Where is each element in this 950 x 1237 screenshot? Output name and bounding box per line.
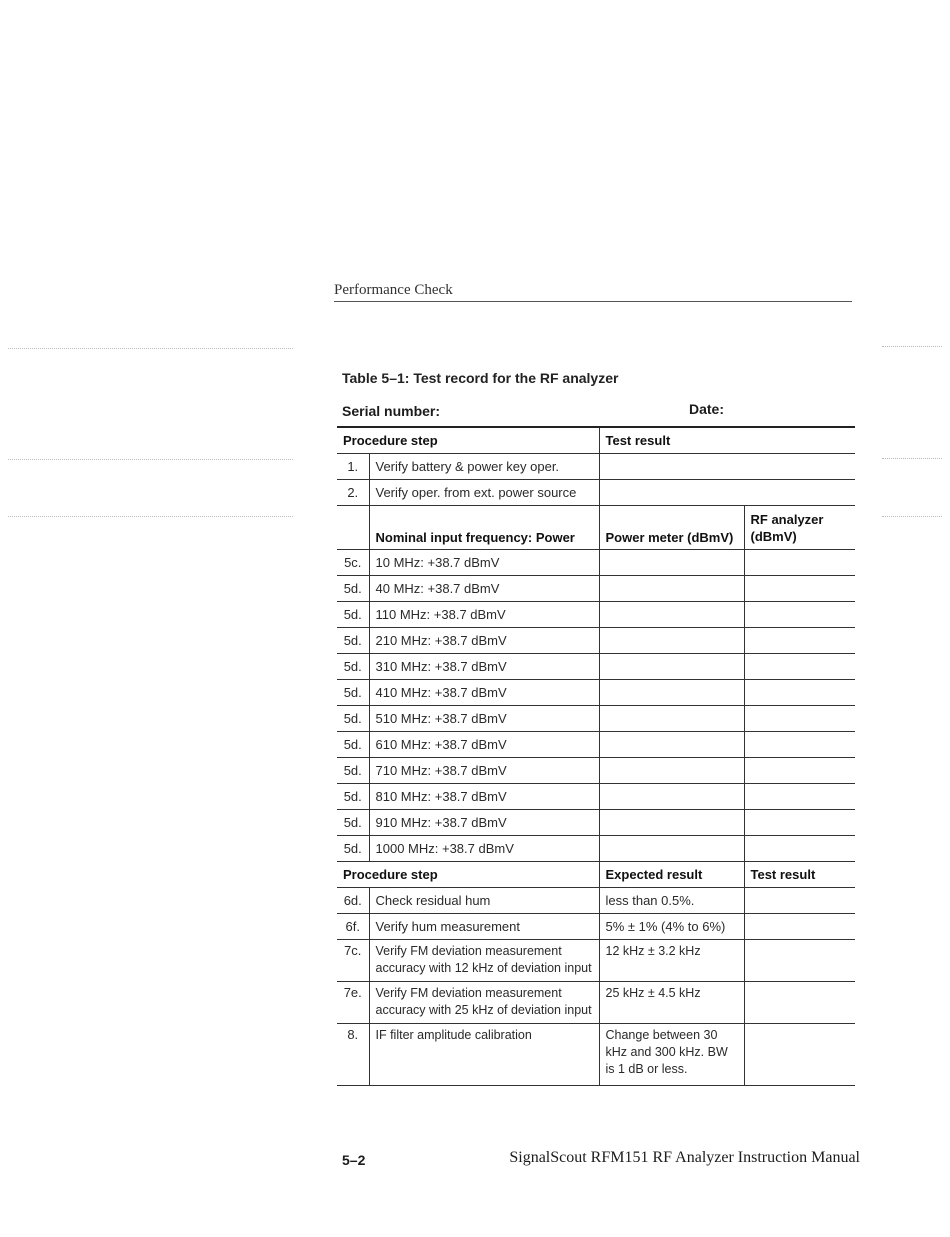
step-number: 6f. — [337, 914, 369, 940]
expected-result: 5% ± 1% (4% to 6%) — [599, 914, 744, 940]
test-result-cell[interactable] — [744, 914, 855, 940]
test-result-cell[interactable] — [744, 940, 855, 982]
rf-analyzer-header: RF analyzer (dBmV) — [744, 506, 855, 550]
test-result-cell[interactable] — [599, 480, 855, 506]
header-rule — [334, 301, 852, 302]
running-head: Performance Check — [334, 282, 453, 298]
step-description: Verify oper. from ext. power source — [369, 480, 599, 506]
table-row — [337, 480, 855, 506]
table-row — [337, 784, 855, 810]
step-number: 5d. — [337, 576, 369, 602]
step-number: 5d. — [337, 706, 369, 732]
step-number: 5d. — [337, 628, 369, 654]
step-number: 5d. — [337, 758, 369, 784]
power-meter-cell[interactable] — [599, 628, 744, 654]
test-result-cell[interactable] — [744, 1024, 855, 1086]
step-description: Verify FM deviation measurement accuracy with 12 kHz of deviation input — [369, 940, 599, 982]
frequency-power: 910 MHz: +38.7 dBmV — [369, 810, 599, 836]
step-number: 5d. — [337, 732, 369, 758]
rf-analyzer-cell[interactable] — [744, 654, 855, 680]
test-result-cell[interactable] — [599, 454, 855, 480]
step-number: 5d. — [337, 810, 369, 836]
page-number: 5–2 — [342, 1152, 366, 1168]
power-meter-cell[interactable] — [599, 758, 744, 784]
frequency-power: 110 MHz: +38.7 dBmV — [369, 602, 599, 628]
power-meter-cell[interactable] — [599, 654, 744, 680]
table-row — [337, 602, 855, 628]
step-description: Check residual hum — [369, 888, 599, 914]
section1-header-row — [337, 427, 855, 454]
rf-analyzer-cell[interactable] — [744, 602, 855, 628]
expected-result: 25 kHz ± 4.5 kHz — [599, 982, 744, 1024]
power-meter-cell[interactable] — [599, 576, 744, 602]
step-description: Verify battery & power key oper. — [369, 454, 599, 480]
table-row — [337, 758, 855, 784]
empty-header-cell — [337, 506, 369, 550]
rf-analyzer-cell[interactable] — [744, 550, 855, 576]
frequency-power: 610 MHz: +38.7 dBmV — [369, 732, 599, 758]
test-record-body — [337, 427, 855, 1086]
frequency-power: 210 MHz: +38.7 dBmV — [369, 628, 599, 654]
margin-dots — [882, 516, 942, 517]
power-meter-cell[interactable] — [599, 602, 744, 628]
step-number: 1. — [337, 454, 369, 480]
step-number: 5d. — [337, 654, 369, 680]
step-number: 6d. — [337, 888, 369, 914]
power-meter-cell[interactable] — [599, 732, 744, 758]
table-row — [337, 680, 855, 706]
frequency-power: 40 MHz: +38.7 dBmV — [369, 576, 599, 602]
rf-analyzer-cell[interactable] — [744, 784, 855, 810]
step-number: 5d. — [337, 784, 369, 810]
rf-analyzer-cell[interactable] — [744, 836, 855, 862]
rf-analyzer-cell[interactable] — [744, 628, 855, 654]
table-row — [337, 654, 855, 680]
power-meter-cell[interactable] — [599, 550, 744, 576]
step-description: Verify hum measurement — [369, 914, 599, 940]
table-row — [337, 836, 855, 862]
step-number: 7c. — [337, 940, 369, 982]
rf-analyzer-cell[interactable] — [744, 576, 855, 602]
step-number: 7e. — [337, 982, 369, 1024]
table-row — [337, 706, 855, 732]
step-number: 5d. — [337, 602, 369, 628]
table-row — [337, 576, 855, 602]
frequency-power: 1000 MHz: +38.7 dBmV — [369, 836, 599, 862]
test-result-header: Test result — [599, 427, 855, 454]
date-label: Date: — [689, 401, 725, 417]
margin-dots — [8, 459, 293, 460]
manual-title: SignalScout RFM151 RF Analyzer Instruction Manual — [509, 1149, 860, 1166]
table-caption: Table 5–1: Test record for the RF analyzer — [342, 370, 619, 386]
nominal-frequency-header: Nominal input frequency: Power — [369, 506, 599, 550]
step-description: IF filter amplitude calibration — [369, 1024, 599, 1086]
margin-dots — [8, 516, 293, 517]
table-row — [337, 454, 855, 480]
table-row — [337, 550, 855, 576]
frequency-power: 10 MHz: +38.7 dBmV — [369, 550, 599, 576]
table-row — [337, 1024, 855, 1086]
frequency-power: 710 MHz: +38.7 dBmV — [369, 758, 599, 784]
margin-dots — [882, 346, 942, 347]
step-number: 2. — [337, 480, 369, 506]
section3-header-row — [337, 862, 855, 888]
rf-analyzer-cell[interactable] — [744, 732, 855, 758]
table-row — [337, 810, 855, 836]
power-meter-cell[interactable] — [599, 680, 744, 706]
expected-result-header: Expected result — [599, 862, 744, 888]
frequency-power: 310 MHz: +38.7 dBmV — [369, 654, 599, 680]
power-meter-header: Power meter (dBmV) — [599, 506, 744, 550]
power-meter-cell[interactable] — [599, 836, 744, 862]
frequency-power: 810 MHz: +38.7 dBmV — [369, 784, 599, 810]
section2-header-row — [337, 506, 855, 550]
step-number: 8. — [337, 1024, 369, 1086]
serial-number-label: Serial number: — [342, 403, 441, 419]
frequency-power: 410 MHz: +38.7 dBmV — [369, 680, 599, 706]
table-row — [337, 982, 855, 1024]
step-number: 5d. — [337, 836, 369, 862]
table-row — [337, 628, 855, 654]
power-meter-cell[interactable] — [599, 784, 744, 810]
procedure-step-header: Procedure step — [337, 427, 599, 454]
test-result-header: Test result — [744, 862, 855, 888]
test-result-cell[interactable] — [744, 888, 855, 914]
power-meter-cell[interactable] — [599, 706, 744, 732]
expected-result: 12 kHz ± 3.2 kHz — [599, 940, 744, 982]
margin-dots — [8, 348, 293, 349]
step-number: 5d. — [337, 680, 369, 706]
table-row — [337, 888, 855, 914]
expected-result: less than 0.5%. — [599, 888, 744, 914]
table-row — [337, 732, 855, 758]
rf-analyzer-cell[interactable] — [744, 758, 855, 784]
rf-analyzer-cell[interactable] — [744, 706, 855, 732]
rf-analyzer-cell[interactable] — [744, 680, 855, 706]
power-meter-cell[interactable] — [599, 810, 744, 836]
rf-analyzer-cell[interactable] — [744, 810, 855, 836]
table-row — [337, 914, 855, 940]
test-record-table — [337, 426, 855, 1086]
expected-result: Change between 30 kHz and 300 kHz. BW is 1 dB or less. — [599, 1024, 744, 1086]
procedure-step-header: Procedure step — [337, 862, 599, 888]
table-row — [337, 940, 855, 982]
margin-dots — [882, 458, 942, 459]
step-number: 5c. — [337, 550, 369, 576]
step-description: Verify FM deviation measurement accuracy with 25 kHz of deviation input — [369, 982, 599, 1024]
frequency-power: 510 MHz: +38.7 dBmV — [369, 706, 599, 732]
test-result-cell[interactable] — [744, 982, 855, 1024]
